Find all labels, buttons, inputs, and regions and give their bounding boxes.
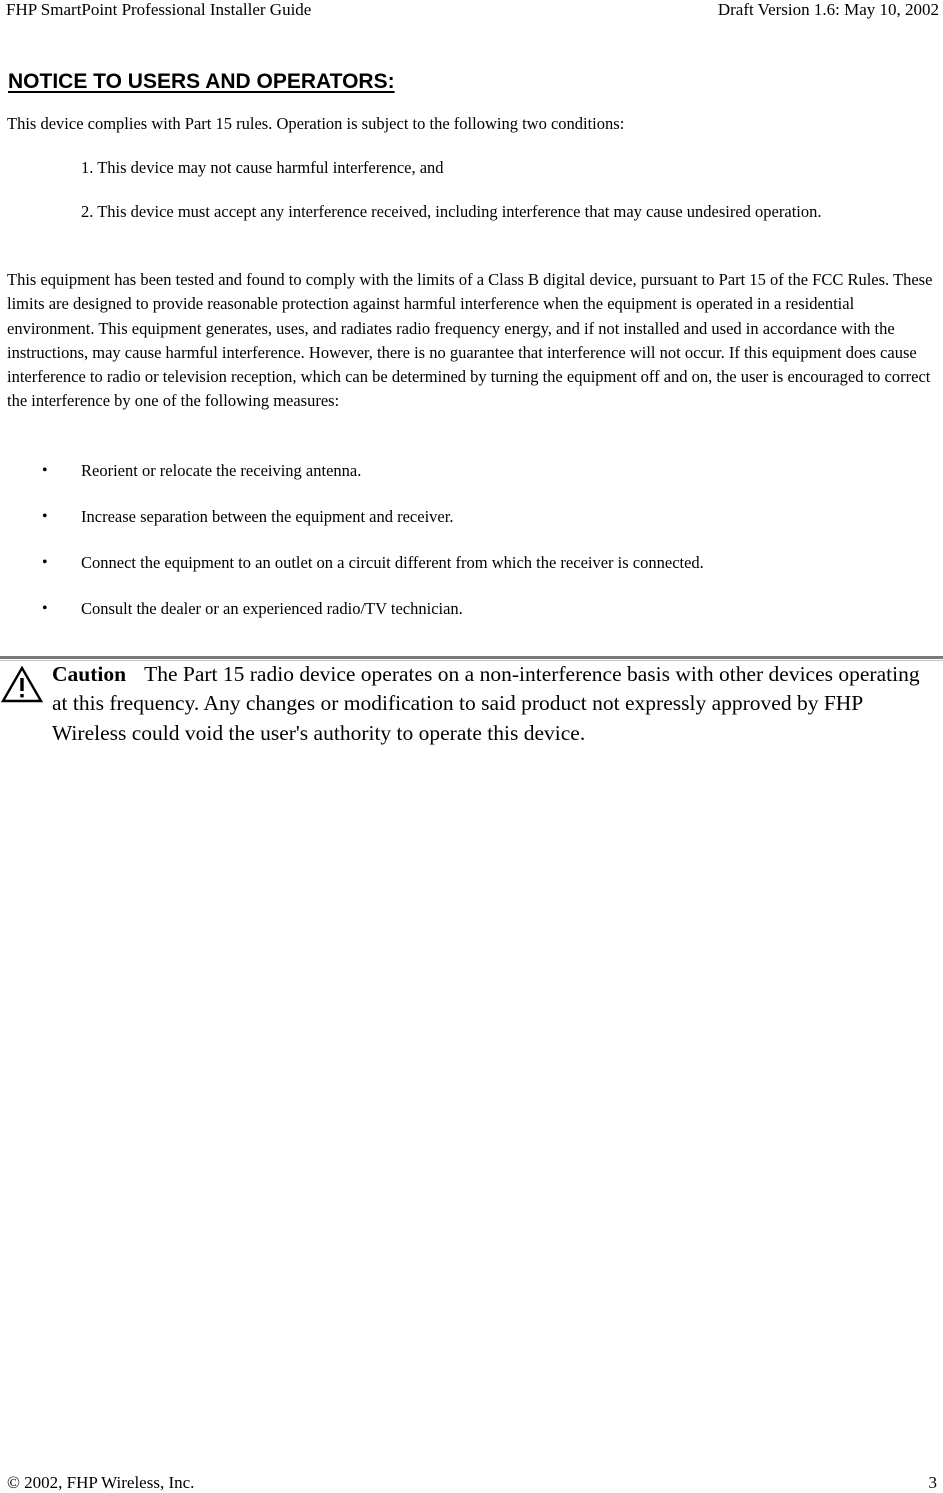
section-title: NOTICE TO USERS AND OPERATORS:	[8, 70, 395, 93]
list-item	[0, 505, 943, 529]
measure-text: Reorient or relocate the receiving antenna.	[81, 461, 362, 480]
page-footer-copyright: © 2002, FHP Wireless, Inc.	[7, 1473, 195, 1492]
page-number: 3	[928, 1473, 937, 1492]
caution-label: Caution	[52, 662, 127, 686]
condition-item: 2. This device must accept any interference received, including interference that may cause undesired operation.	[81, 202, 822, 221]
list-item	[0, 597, 943, 621]
fcc-compliance-paragraph: This equipment has been tested and found to comply with the limits of a Class B digital device, pursuant to Part 15 of the FCC Rules. These limits are designed to provide reasonable protection against harmful interference when the equipment is operated in a residential environment. This equipment generates, uses, and radiates radio frequency energy, and if not installed and used in accordance with the instructions, may cause harmful interference. However, there is no guarantee that interference will not occur. If this equipment does cause interference to radio or television reception, which can be determined by turning the equipment off and on, the user is encouraged to correct the interference by one of the following measures:	[7, 270, 933, 411]
intro-text: This device complies with Part 15 rules. Operation is subject to the following two conditions:	[7, 114, 625, 133]
warning-triangle-icon	[1, 666, 43, 704]
page-header-version: Draft Version 1.6: May 10, 2002	[717, 0, 939, 19]
bullet-icon: •	[42, 554, 48, 571]
condition-item: 1. This device may not cause harmful interference, and	[81, 158, 444, 177]
list-item	[0, 551, 943, 575]
caution-note	[52, 660, 932, 748]
bullet-icon: •	[42, 600, 48, 617]
page-header-title: FHP SmartPoint Professional Installer Guide	[6, 0, 312, 19]
caution-text: The Part 15 radio device operates on a non-interference basis with other devices operating at this frequency. Any changes or modification to said product not expressly approved by FHP Wireless could void the user's authority to operate this device.	[52, 662, 920, 745]
caution-divider	[0, 656, 943, 659]
measure-text: Connect the equipment to an outlet on a circuit different from which the receiver is connected.	[81, 553, 704, 572]
measure-text: Increase separation between the equipment and receiver.	[81, 507, 454, 526]
measure-text: Consult the dealer or an experienced radio/TV technician.	[81, 599, 463, 618]
list-item	[0, 459, 943, 483]
bullet-icon: •	[42, 462, 48, 479]
bullet-icon: •	[42, 508, 48, 525]
